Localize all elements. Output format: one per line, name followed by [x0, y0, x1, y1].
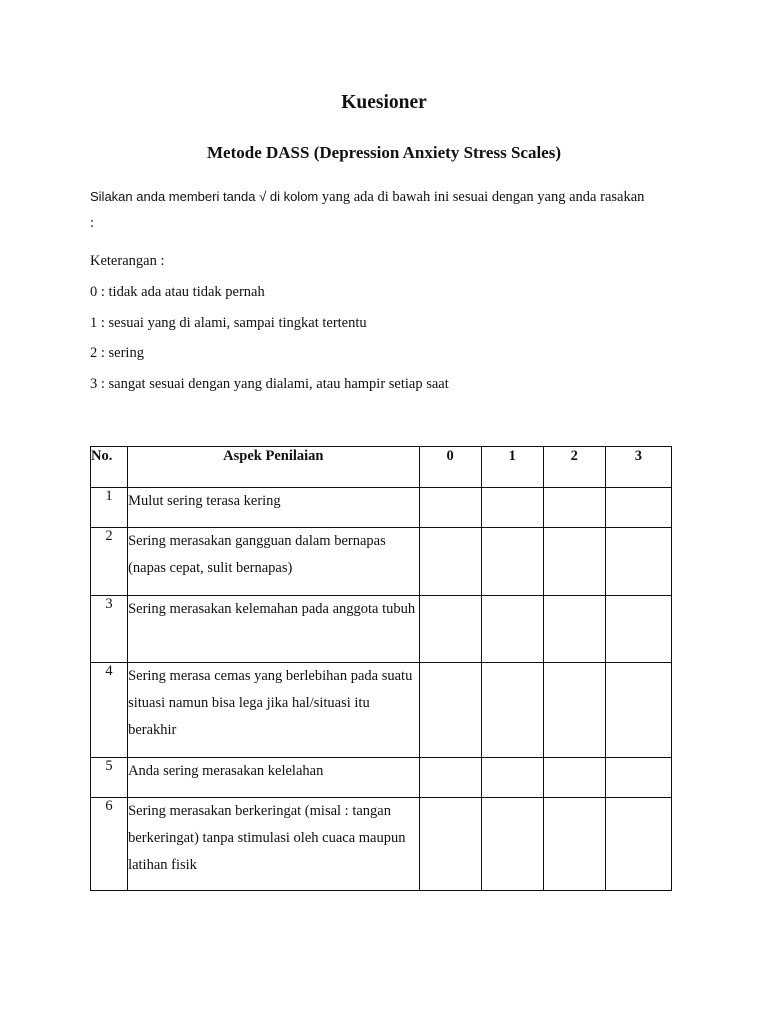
row-aspek: Sering merasakan gangguan dalam bernapas (napas cepat, sulit bernapas): [128, 528, 420, 596]
score-cell-2[interactable]: [543, 758, 605, 798]
score-cell-2[interactable]: [543, 663, 605, 758]
row-number: 2: [91, 528, 128, 596]
row-number: 4: [91, 663, 128, 758]
legend-item-1: 1 : sesuai yang di alami, sampai tingkat tertentu: [90, 315, 367, 331]
row-aspek: Anda sering merasakan kelelahan: [128, 758, 420, 798]
page-title: Kuesioner: [341, 92, 427, 113]
table-row: [91, 798, 672, 891]
row-aspek: Sering merasakan berkeringat (misal : tangan berkeringat) tanpa stimulasi oleh cuaca maupun latihan fisik: [128, 798, 420, 891]
score-cell-3[interactable]: [605, 596, 671, 663]
row-number: 1: [91, 488, 128, 528]
header-score-1: 1: [481, 447, 543, 488]
header-score-2: 2: [543, 447, 605, 488]
score-cell-0[interactable]: [419, 528, 481, 596]
legend-item-0: 0 : tidak ada atau tidak pernah: [90, 284, 265, 300]
score-cell-1[interactable]: [481, 758, 543, 798]
row-aspek: Mulut sering terasa kering: [128, 488, 420, 528]
row-aspek: Sering merasakan kelemahan pada anggota tubuh: [128, 596, 420, 663]
score-cell-0[interactable]: [419, 798, 481, 891]
score-cell-3[interactable]: [605, 663, 671, 758]
header-no: No.: [91, 447, 128, 488]
score-cell-1[interactable]: [481, 488, 543, 528]
table-row: [91, 663, 672, 758]
score-cell-2[interactable]: [543, 798, 605, 891]
instruction-part-1: Silakan anda memberi tanda √ di kolom: [90, 189, 319, 204]
table-row: [91, 596, 672, 663]
table-header-row: [91, 447, 672, 488]
instruction-part-3: :: [90, 215, 95, 231]
score-cell-1[interactable]: [481, 663, 543, 758]
row-number: 5: [91, 758, 128, 798]
score-cell-1[interactable]: [481, 596, 543, 663]
score-cell-2[interactable]: [543, 488, 605, 528]
header-score-0: 0: [419, 447, 481, 488]
score-cell-0[interactable]: [419, 663, 481, 758]
instruction-text: [90, 184, 690, 236]
score-cell-2[interactable]: [543, 528, 605, 596]
row-number: 3: [91, 596, 128, 663]
score-cell-1[interactable]: [481, 798, 543, 891]
row-number: 6: [91, 798, 128, 891]
instruction-part-2: yang ada di bawah ini sesuai dengan yang anda rasakan: [318, 189, 645, 205]
score-cell-3[interactable]: [605, 528, 671, 596]
legend-item-3: 3 : sangat sesuai dengan yang dialami, atau hampir setiap saat: [90, 376, 449, 392]
score-cell-2[interactable]: [543, 596, 605, 663]
header-aspek-penilaian: Aspek Penilaian: [128, 447, 420, 488]
score-cell-0[interactable]: [419, 596, 481, 663]
score-cell-3[interactable]: [605, 798, 671, 891]
table-row: [91, 488, 672, 528]
dass-questionnaire-table: [90, 446, 672, 891]
page-subtitle: Metode DASS (Depression Anxiety Stress Scales): [207, 143, 561, 162]
score-cell-1[interactable]: [481, 528, 543, 596]
legend-item-2: 2 : sering: [90, 345, 144, 361]
row-aspek: Sering merasa cemas yang berlebihan pada suatu situasi namun bisa lega jika hal/situasi itu berakhir: [128, 663, 420, 758]
score-cell-0[interactable]: [419, 758, 481, 798]
score-cell-3[interactable]: [605, 488, 671, 528]
legend-heading: Keterangan :: [90, 253, 165, 269]
table-row: [91, 528, 672, 596]
header-score-3: 3: [605, 447, 671, 488]
score-cell-3[interactable]: [605, 758, 671, 798]
table-row: [91, 758, 672, 798]
score-cell-0[interactable]: [419, 488, 481, 528]
